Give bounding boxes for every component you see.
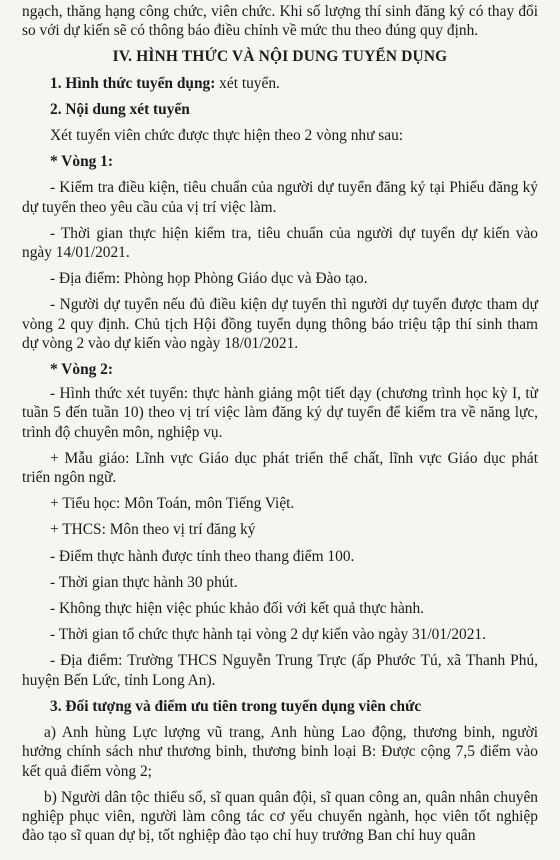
item-1-value: xét tuyển. <box>215 74 280 92</box>
item-3-heading: 3. Đối tượng và điểm ưu tiên trong tuyển dụng viên chức <box>50 697 422 715</box>
round-2-line: - Thời gian tổ chức thực hành tại vòng 2 dự kiến vào ngày 31/01/2021. <box>50 626 486 644</box>
round-1-line: - Thời gian thực hiện kiểm tra, tiêu chuẩn của người dự tuyển dự kiến vào ngày 14/01/2021. <box>22 224 538 262</box>
intro-paragraph: ngạch, thăng hạng công chức, viên chức. Khi số lượng thí sinh đăng ký có thay đổi so với dự kiến sẽ có thông báo điều chỉnh về mức thu theo đúng quy định. <box>22 3 538 40</box>
round-1-line: - Kiểm tra điều kiện, tiêu chuẩn của người dự tuyển đăng ký tại Phiếu đăng ký dự tuyển theo yêu cầu của vị trí việc làm. <box>22 179 538 216</box>
section-heading: IV. HÌNH THỨC VÀ NỘI DUNG TUYỂN DỤNG <box>112 48 448 66</box>
round-2-line: - Không thực hiện việc phúc khảo đối với kết quả thực hành. <box>50 600 425 618</box>
round-1-title: * Vòng 1: <box>50 153 113 171</box>
round-2-title: * Vòng 2: <box>50 361 113 379</box>
item-1 <box>22 74 538 93</box>
round-2-line: - Hình thức xét tuyển: thực hành giảng một tiết dạy (chương trình học kỳ I, từ tuần 5 đến tuần 10) theo vị trí việc làm đăng ký dự tuyển để kiểm tra về năng lực, trình độ chuyên môn, nghiệp vụ. <box>22 385 538 441</box>
item-1-label: 1. Hình thức tuyển dụng: <box>50 74 216 92</box>
round-2-line: - Điểm thực hành được tính theo thang điểm 100. <box>50 547 355 565</box>
item-3-line: a) Anh hùng Lực lượng vũ trang, Anh hùng Lao động, thương binh, người hưởng chính sách như thương binh, thương binh loại B: Được cộng 7,5 điểm vào kết quả điểm vòng 2; <box>22 724 538 780</box>
item-2-intro: Xét tuyển viên chức được thực hiện theo 2 vòng như sau: <box>50 127 404 145</box>
round-1-line: - Địa điểm: Phòng họp Phòng Giáo dục và Đào tạo. <box>50 270 368 288</box>
round-1-line: - Người dự tuyển nếu đủ điều kiện dự tuyển thì người dự tuyển được tham dự vòng 2 quy định. Chủ tịch Hội đồng tuyển dụng thông báo triệu tập thí sinh tham dự vòng 2 vào dự kiến vào ngày 18/01/2021. <box>22 296 538 352</box>
item-3-line: b) Người dân tộc thiểu số, sĩ quan quân đội, sĩ quan công an, quân nhân chuyên nghiệp phục viên, người làm công tác cơ yếu chuyển ngành, học viên tốt nghiệp đào tạo sĩ quan dự bị, tốt nghiệp đào tạo chỉ huy trưởng Ban chỉ huy quân <box>22 788 538 845</box>
round-2-line: - Địa điểm: Trường THCS Nguyễn Trung Trực (ấp Phước Tú, xã Thanh Phú, huyện Bến Lức, tỉnh Long An). <box>22 652 538 689</box>
round-2-line: + THCS: Môn theo vị trí đăng ký <box>50 521 256 539</box>
round-2-line: + Tiểu học: Môn Toán, môn Tiếng Việt. <box>50 495 295 513</box>
item-2-heading: 2. Nội dung xét tuyển <box>50 100 190 118</box>
round-2-line: - Thời gian thực hành 30 phút. <box>50 573 238 591</box>
round-2-line: + Mẫu giáo: Lĩnh vực Giáo dục phát triển thể chất, lĩnh vực Giáo dục phát triển ngôn ngữ. <box>22 449 538 487</box>
